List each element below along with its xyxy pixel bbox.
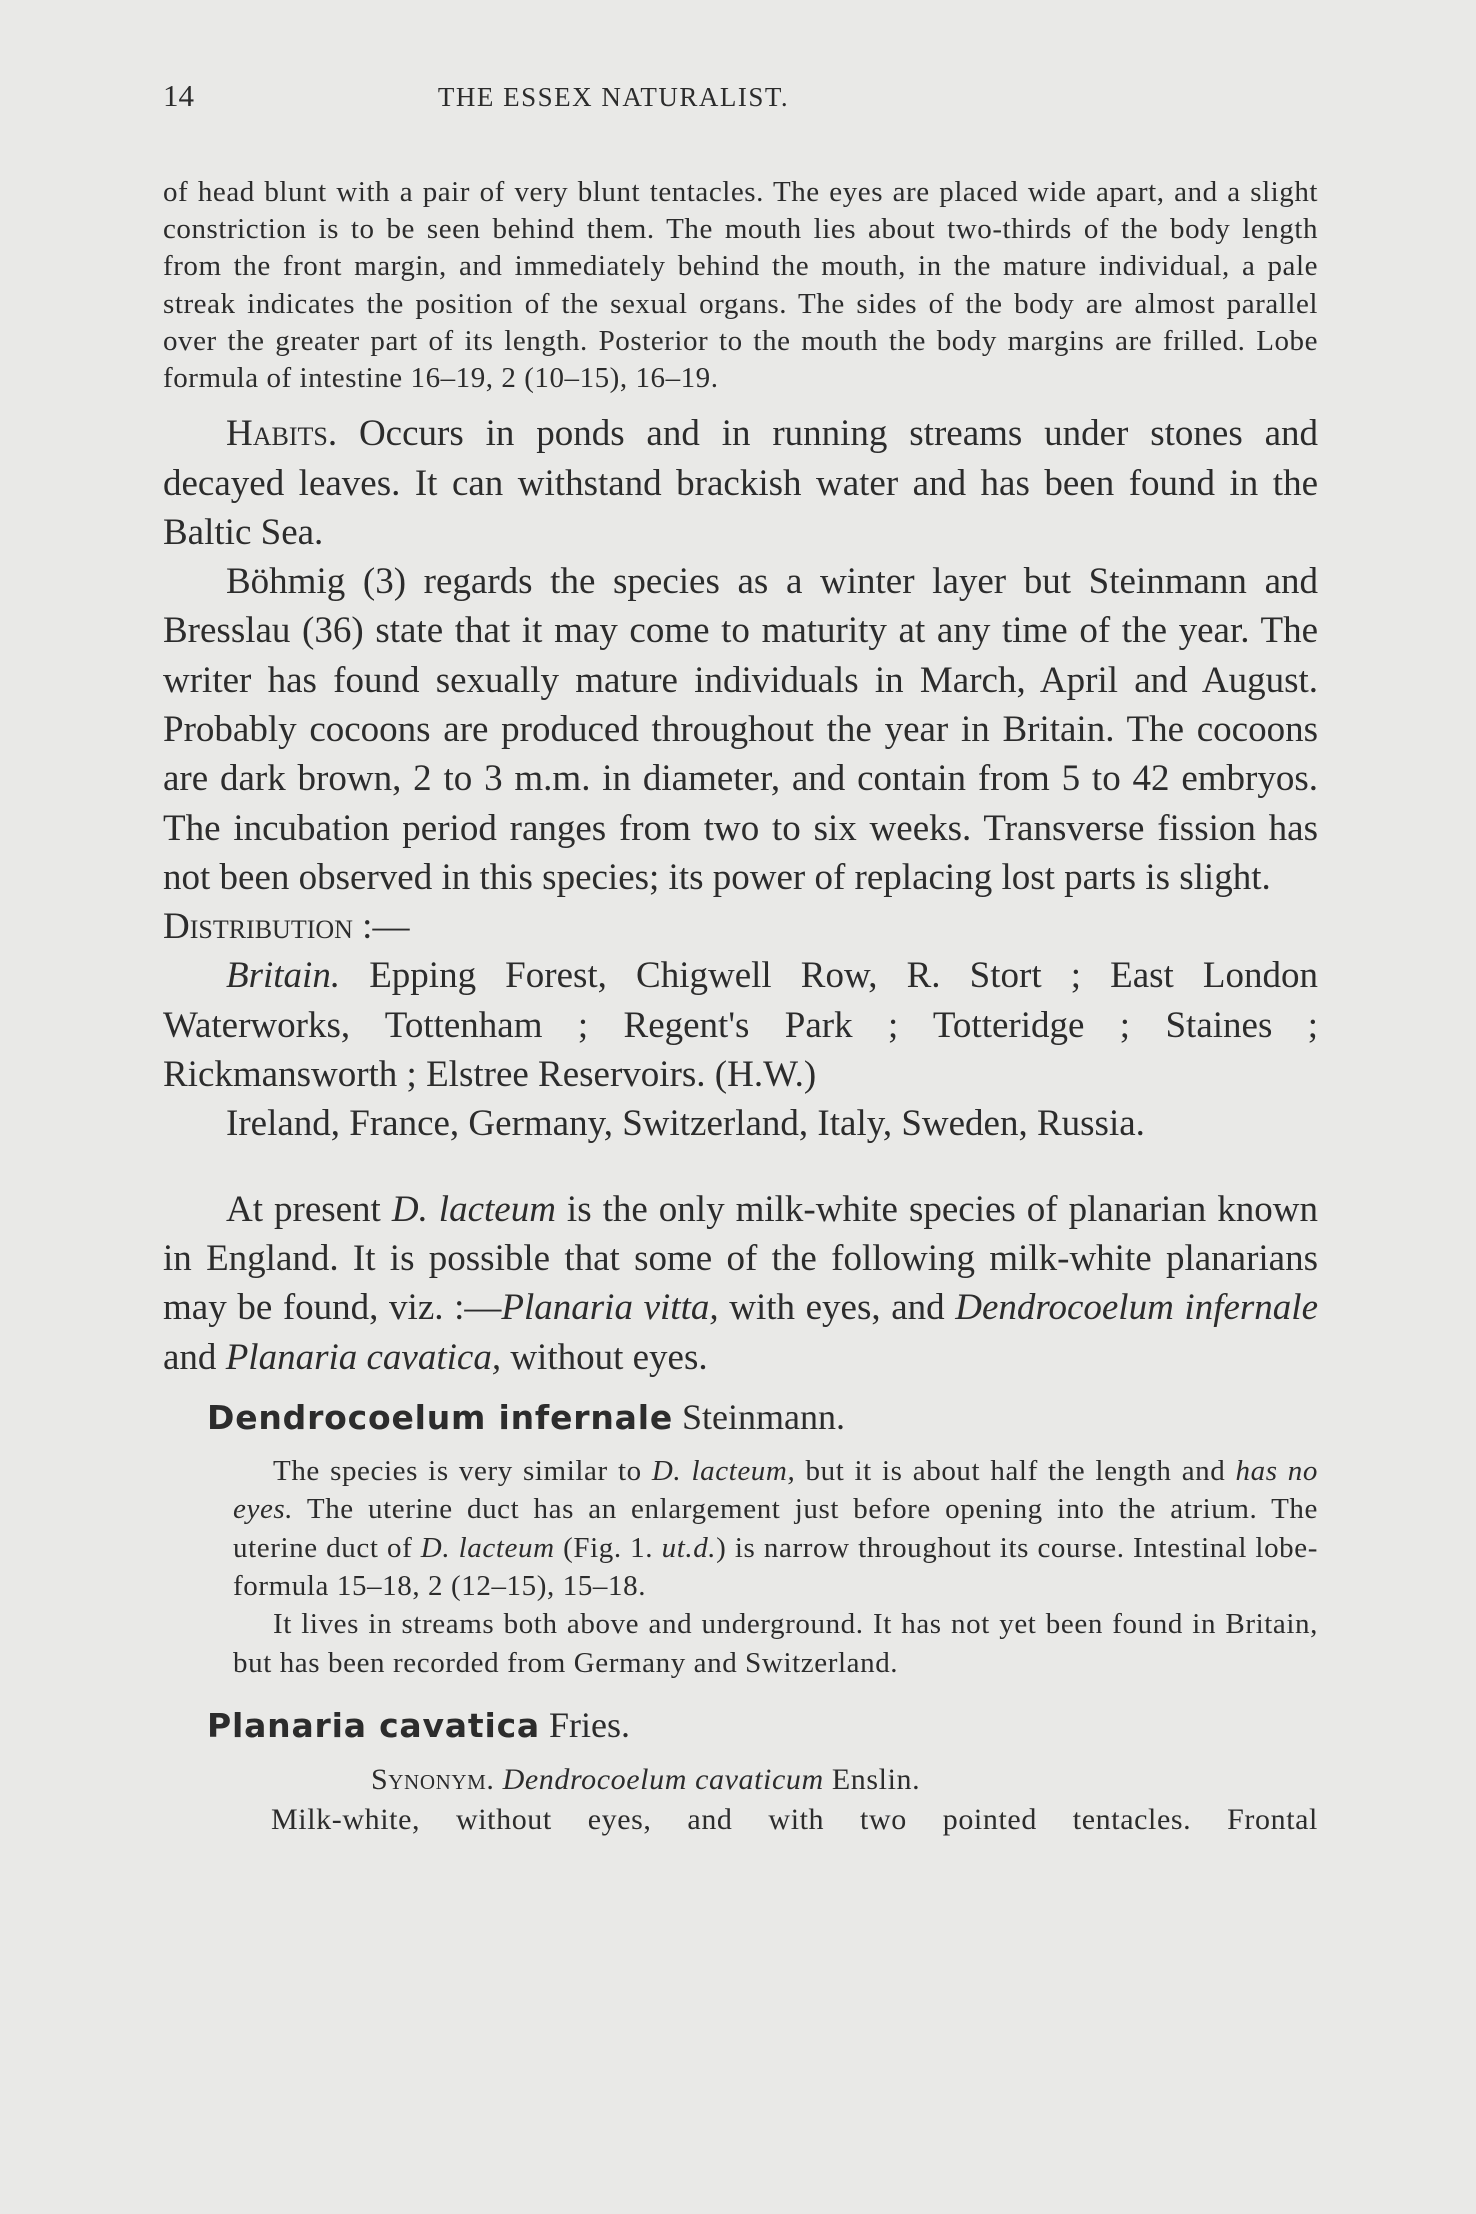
present-text-3: with eyes, and bbox=[718, 1287, 956, 1329]
infernale-italic-4: ut.d. bbox=[661, 1531, 717, 1564]
infernale-italic-1: D. lacteum, bbox=[651, 1454, 796, 1487]
distribution-other: Ireland, France, Germany, Switzerland, Italy, Sweden, Russia. bbox=[226, 1103, 1145, 1145]
species-name-infernale: Dendrocoelum infernale bbox=[207, 1397, 674, 1437]
infernale-italic-3: D. lacteum bbox=[420, 1531, 555, 1564]
present-text-2: is the only milk-white species of planarian known in England. It is possible that some of the following milk-white planarians may be found, viz. :— bbox=[163, 1188, 1318, 1329]
cavatica-synonym bbox=[163, 1760, 1318, 1800]
present-text-1: At present bbox=[226, 1188, 392, 1230]
cavatica-description: Milk-white, without eyes, and with two pointed tentacles. Frontal bbox=[271, 1803, 1318, 1837]
synonym-label: Synonym. bbox=[371, 1763, 495, 1797]
habits-paragraph bbox=[163, 409, 1318, 557]
infernale-paragraph-1 bbox=[163, 1452, 1318, 1606]
present-italic-3: Dendrocoelum infernale bbox=[955, 1287, 1318, 1329]
distribution-heading bbox=[163, 902, 1318, 951]
description-paragraph: of head blunt with a pair of very blunt tentacles. The eyes are placed wide apart, and a slight constriction is to be seen behind them. The mouth lies about two-thirds of the body length from the front margin, and immediately behind the mouth, in the mature individual, a pale streak indicates the position of the sexual organs. The sides of the body are almost parallel over the greater part of its length. Posterior to the mouth the body margins are frilled. Lobe formula of intestine 16–19, 2 (10–15), 16–19. bbox=[163, 176, 1318, 395]
habits-text: Occurs in ponds and in running streams under stones and decayed leaves. It can withstand brackish water and has been found in the Baltic Sea. bbox=[163, 413, 1318, 553]
infernale-italic-2: has no eyes. bbox=[233, 1454, 1319, 1526]
distribution-britain bbox=[163, 951, 1318, 1099]
infernale-text-2: but it is about half the length and bbox=[795, 1454, 1236, 1487]
present-paragraph bbox=[163, 1185, 1318, 1382]
present-italic-1: D. lacteum bbox=[391, 1188, 556, 1230]
page-number: 14 bbox=[163, 78, 194, 113]
infernale-text-5: ) is narrow throughout its course. Intestinal lobe-formula 15–18, 2 (12–15), 15–18. bbox=[233, 1531, 1319, 1603]
britain-label: Britain. bbox=[226, 955, 341, 997]
infernale-text-4: (Fig. 1. bbox=[554, 1531, 662, 1564]
infernale-paragraph-2: It lives in streams both above and underground. It has not yet been found in Britain, but has been recorded from Germany and Switzerland. bbox=[233, 1608, 1318, 1679]
synonym-name: Dendrocoelum cavaticum bbox=[494, 1763, 824, 1797]
species-heading-cavatica bbox=[207, 1704, 1318, 1746]
present-italic-2: Planaria vitta, bbox=[501, 1287, 719, 1329]
britain-localities: Epping Forest, Chigwell Row, R. Stort ; East London Waterworks, Tottenham ; Regent's Park ; Totteridge ; Staines ; Rickmansworth ; Elstree Reservoirs. (H.W.) bbox=[163, 955, 1318, 1096]
present-text-4: and bbox=[163, 1336, 226, 1378]
species-heading-infernale bbox=[207, 1396, 1318, 1438]
running-title: THE ESSEX NATURALIST. bbox=[437, 82, 790, 112]
synonym-author: Enslin. bbox=[823, 1763, 921, 1797]
present-italic-4: Planaria cavatica, bbox=[225, 1336, 502, 1378]
species-author-cavatica: Fries. bbox=[540, 1705, 630, 1746]
running-header bbox=[163, 78, 1063, 114]
species-author-infernale: Steinmann. bbox=[673, 1396, 845, 1437]
section-gap bbox=[163, 1149, 1318, 1185]
infernale-text-3: The uterine duct has an enlargement just before opening into the atrium. The uterine duct of bbox=[233, 1493, 1318, 1564]
infernale-text-1: The species is very similar to bbox=[273, 1454, 652, 1487]
distribution-label: Distribution :— bbox=[163, 906, 410, 948]
present-text-5: without eyes. bbox=[501, 1336, 708, 1378]
species-name-cavatica: Planaria cavatica bbox=[207, 1706, 540, 1746]
bohmig-paragraph: Böhmig (3) regards the species as a winter layer but Steinmann and Bresslau (36) state that it may come to maturity at any time of the year. The writer has found sexually mature individuals in March, April and August. Probably cocoons are produced throughout the year in Britain. The cocoons are dark brown, 2 to 3 m.m. in diameter, and contain from 5 to 42 embryos. The incubation period ranges from two to six weeks. Transverse fission has not been observed in this species; its power of replacing lost parts is slight. bbox=[163, 561, 1318, 898]
habits-label: Habits. bbox=[226, 413, 338, 455]
